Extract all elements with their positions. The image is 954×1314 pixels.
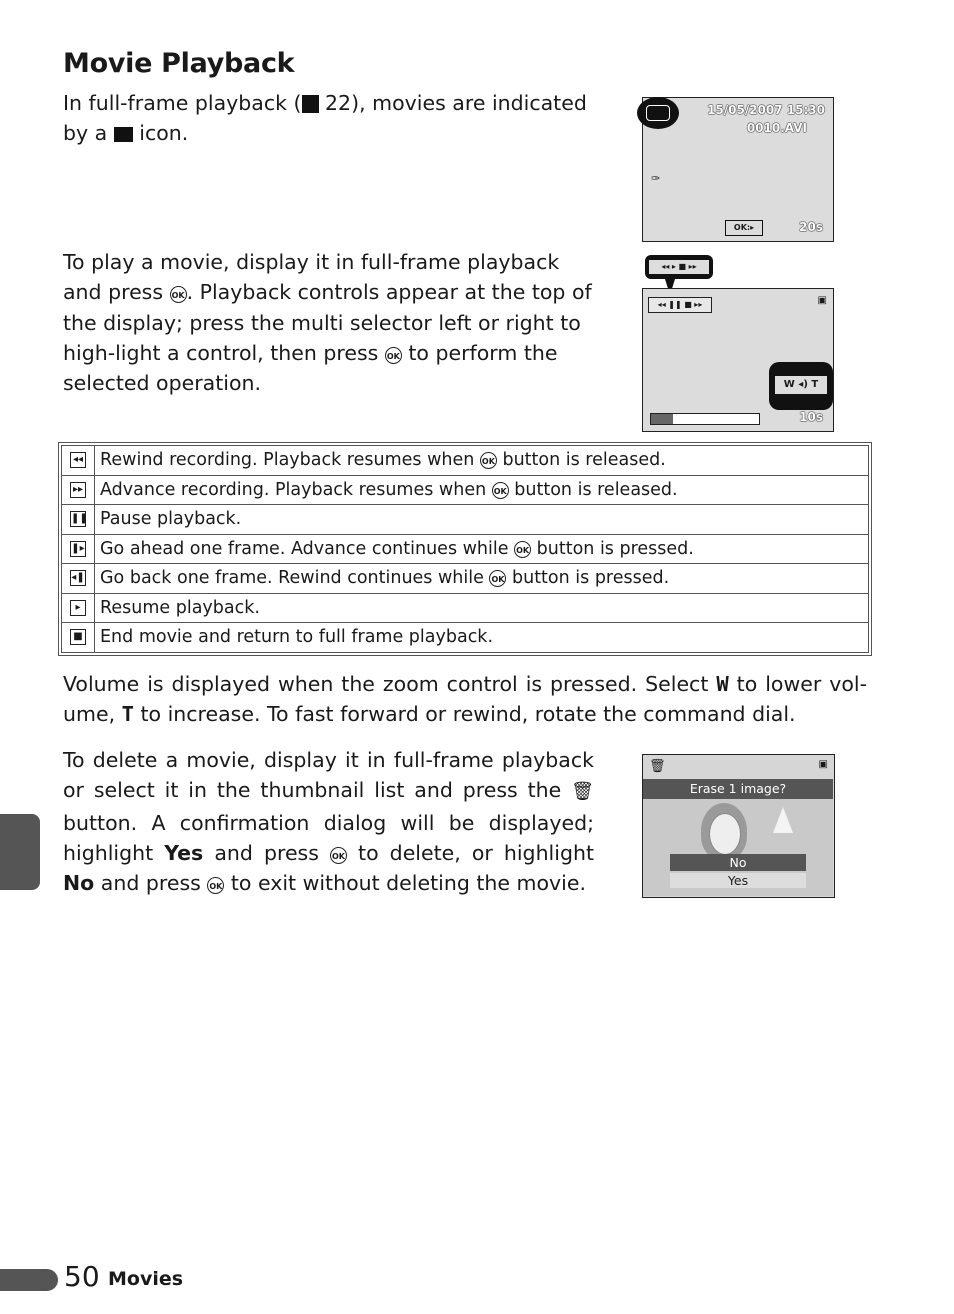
play-paragraph: To play a movie, display it in full-frame playback and press OK. Playback controls appear at the top of the display; press the multi selector left or right to high-light a control, then press OK to perform the selected operation. bbox=[63, 250, 592, 396]
ok-button-icon: OK bbox=[170, 286, 187, 303]
no-option[interactable]: No bbox=[670, 854, 806, 871]
chapter-tab bbox=[0, 814, 40, 890]
table-row bbox=[62, 593, 869, 623]
control-description: End movie and return to full frame playback. bbox=[95, 623, 869, 653]
section-name: Movies bbox=[108, 1268, 184, 1290]
screen-duration: 10s bbox=[799, 410, 823, 424]
resume-icon: ▸ bbox=[70, 600, 86, 616]
volume-paragraph: Volume is displayed when the zoom control is pressed. Select W to lower vol-ume, T to increase. To fast forward or rewind, rotate the command dial. bbox=[63, 672, 867, 727]
ok-button-icon: OK bbox=[514, 541, 531, 558]
screen-playback bbox=[642, 288, 834, 432]
memory-icon: ▣ bbox=[818, 759, 828, 770]
control-description: Resume playback. bbox=[95, 593, 869, 623]
memory-icon: ▣ bbox=[817, 295, 827, 306]
ok-button-icon: OK bbox=[207, 877, 224, 894]
control-description: Go ahead one frame. Advance continues while OK button is pressed. bbox=[95, 534, 869, 564]
ok-button-icon: OK bbox=[492, 482, 509, 499]
table-row bbox=[62, 564, 869, 594]
ok-button-icon: OK bbox=[489, 570, 506, 587]
movie-icon-highlight bbox=[637, 97, 679, 129]
volume-highlight: W ◂) T bbox=[769, 362, 833, 410]
reference-icon bbox=[302, 95, 319, 113]
control-description: Pause playback. bbox=[95, 505, 869, 535]
table-row bbox=[62, 623, 869, 653]
control-description: Advance recording. Playback resumes when OK button is released. bbox=[95, 475, 869, 505]
screen-delete-dialog bbox=[642, 754, 835, 898]
controls-callout: ◂◂ ▸ ■ ▸▸ bbox=[645, 255, 713, 279]
trash-icon: 🗑 bbox=[649, 759, 666, 774]
page-title: Movie Playback bbox=[63, 48, 295, 79]
screen-duration: 20s bbox=[799, 220, 823, 234]
progress-bar bbox=[650, 413, 760, 425]
ok-button-icon: OK bbox=[385, 347, 402, 364]
control-description: Rewind recording. Playback resumes when OK button is released. bbox=[95, 446, 869, 476]
progress-fill bbox=[651, 414, 673, 424]
controls-table bbox=[61, 445, 869, 653]
pause-icon: ❚❚ bbox=[70, 511, 86, 527]
yes-option[interactable]: Yes bbox=[670, 873, 806, 888]
table-row bbox=[62, 505, 869, 535]
ok-play-icon: OK:▸ bbox=[725, 220, 763, 236]
table-row bbox=[62, 446, 869, 476]
control-description: Go back one frame. Rewind continues while OK button is pressed. bbox=[95, 564, 869, 594]
screen-datetime: 15/05/2007 15:30 bbox=[707, 103, 825, 117]
rewind-icon: ◂◂ bbox=[70, 452, 86, 468]
table-row bbox=[62, 475, 869, 505]
dialog-prompt: Erase 1 image? bbox=[643, 779, 833, 799]
frame-forward-icon: ❚▸ bbox=[70, 541, 86, 557]
table-row bbox=[62, 534, 869, 564]
intro-paragraph: In full-frame playback ( 22), movies are indicated by a icon. bbox=[63, 91, 587, 146]
ok-button-icon: OK bbox=[330, 847, 347, 864]
delete-paragraph: To delete a movie, display it in full-frame playback or select it in the thumbnail list and press the 🗑 button. A confirmation dialog will be displayed; highlight Yes and press OK to delete, or highlight No and press OK to exit without deleting the movie. bbox=[63, 748, 594, 896]
advance-icon: ▸▸ bbox=[70, 482, 86, 498]
stop-icon: ■ bbox=[70, 629, 86, 645]
screen-full-frame bbox=[642, 97, 834, 242]
protect-icon: ✑ bbox=[651, 172, 661, 185]
movie-icon bbox=[114, 127, 133, 142]
playback-controls: ◂◂ ❚❚ ■ ▸▸ bbox=[648, 297, 712, 313]
page-number: 50 bbox=[64, 1260, 100, 1293]
ok-button-icon: OK bbox=[480, 452, 497, 469]
footer-bar bbox=[0, 1269, 58, 1291]
frame-back-icon: ◂❚ bbox=[70, 570, 86, 586]
screen-filename: 0010.AVI bbox=[746, 121, 807, 135]
trash-icon: 🗑 bbox=[571, 781, 594, 803]
